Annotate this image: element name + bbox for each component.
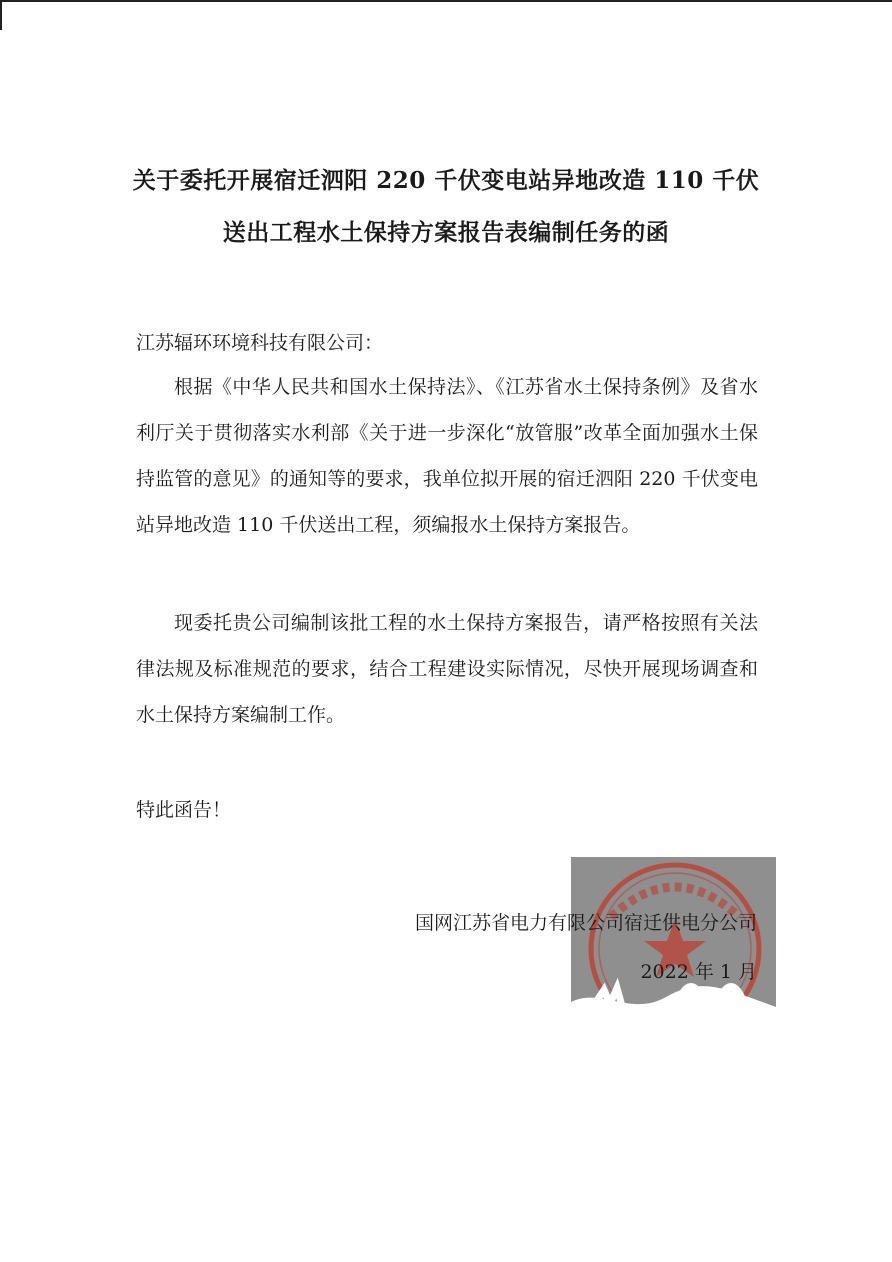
title-line-2: 送出工程水土保持方案报告表编制任务的函 [222,219,670,246]
document-title [60,155,832,259]
page-left-border [0,0,2,30]
body-paragraph-1: 根据《中华人民共和国水土保持法》、《江苏省水土保持条例》及省水利厅关于贯彻落实水利部《关于进一步深化“放管服”改革全面加强水土保持监管的意见》的通知等的要求，我单位拟开展的宿迁泗阳 220 千伏变电站异地改造 110 千伏送出工程，须编报水土保持方案报告。 [136,376,758,536]
salutation: 江苏辐环环境科技有限公司： [136,332,384,354]
title-line-1: 关于委托开展宿迁泗阳 220 千伏变电站异地改造 110 千伏 [132,167,760,194]
closing-remark: 特此函告！ [136,799,232,821]
body-paragraph-2: 现委托贵公司编制该批工程的水土保持方案报告，请严格按照有关法律法规及标准规范的要求，结合工程建设实际情况，尽快开展现场调查和水土保持方案编制工作。 [136,612,758,726]
signature-date: 2022 年 1 月 [640,961,757,983]
official-seal-stamp [571,857,776,1049]
signature-organization: 国网江苏省电力有限公司宿迁供电分公司 [414,912,757,934]
page-top-border [0,0,892,2]
